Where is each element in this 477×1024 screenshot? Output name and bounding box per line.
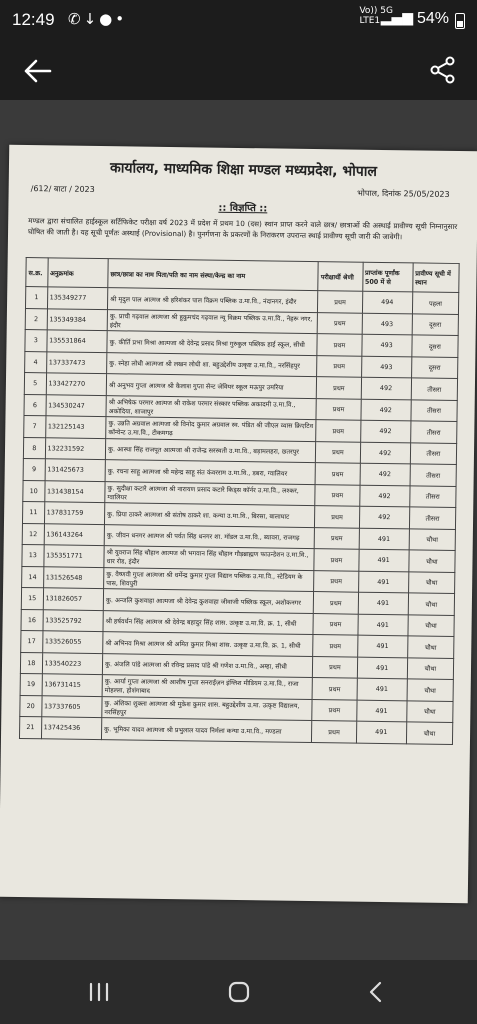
cell-marks: 492 <box>359 506 410 528</box>
cell-category: प्रथम <box>315 527 359 549</box>
cell-sn: 14 <box>22 566 44 588</box>
cell-name: कु. आर्या गुप्ता आत्मजा श्री आशीष गुप्ता सनराईज़न इंग्लिश मीडियम उ.मा.वि., राजा मोहल्ला, होशंगाबाद <box>102 675 313 699</box>
cell-position: दूसरा <box>412 335 459 357</box>
cell-sn: 17 <box>21 630 43 652</box>
back-arrow-icon[interactable] <box>22 58 52 84</box>
cell-name: श्री अभिषेक परमार आत्मज श्री राकेश परमार संस्कार पब्लिक अकादमी उ.मा.वि., अकोदिया, शाजापुर <box>106 395 317 419</box>
cell-sn: 15 <box>21 587 43 609</box>
cell-sn: 18 <box>20 652 42 674</box>
office-title: कार्यालय, माध्यमिक शिक्षा मण्डल मध्यप्रदेश, भोपाल <box>109 160 377 180</box>
cell-name: कु. आस्था सिंह राजपूत आत्मजा श्री राजेन्द्र सरस्वती उ.मा.वि., बड़ामलहरा, छतरपुर <box>105 438 316 462</box>
cell-sn: 6 <box>24 394 46 416</box>
cell-category: प्रथम <box>317 334 361 356</box>
cell-position: पहला <box>412 292 459 314</box>
cell-roll: 135531864 <box>46 330 107 352</box>
cell-category: प्रथम <box>312 678 356 700</box>
cell-marks: 492 <box>360 442 411 464</box>
nav-back-icon[interactable] <box>362 980 392 1004</box>
cell-position: चौथा <box>407 657 454 679</box>
cell-category: प्रथम <box>318 312 362 334</box>
cell-sn: 19 <box>20 673 42 695</box>
cell-category: प्रथम <box>313 635 357 657</box>
table-body <box>19 287 458 745</box>
cell-name: श्री मृदुल पाल आत्मज श्री हरिशंकर पाल विक्रम पब्लिक उ.मा.वि., नंदानगर, इंदौर <box>108 288 319 312</box>
merit-list-table <box>19 257 460 745</box>
viewer-toolbar <box>0 40 477 100</box>
cell-name: कु. वैष्णवी गुप्ता आत्मजा श्री धर्मेन्द्र कुमार गुप्ता विद्यान पब्लिक उ.मा.वि., स्टेडियम के पास, शिवपुरी <box>104 567 315 591</box>
cell-sn: 1 <box>25 287 47 309</box>
cell-marks: 491 <box>357 678 408 700</box>
cell-name: कु. प्राची गढ़वाल आत्मजा श्री हुकुमचंद गढ़वाल न्यू विक्रम पब्लिक उ.मा.वि., नेहरू नगर, इंदौर <box>107 309 318 333</box>
cell-name: कु. रचना साहू आत्मजा श्री महेन्द्र साहू संत कंवरराम उ.मा.वि., डबरा, ग्वालियर <box>105 460 316 484</box>
battery-icon <box>455 13 465 29</box>
cell-roll: 132125143 <box>45 416 106 438</box>
cell-marks: 491 <box>357 657 408 679</box>
cell-position: चौथा <box>407 636 454 658</box>
reference-number: /612/ बाटा / 2023 <box>30 184 95 194</box>
header-category: परीक्षार्थी श्रेणी <box>318 262 363 292</box>
cell-roll: 137337473 <box>46 351 107 373</box>
cell-position: चौथा <box>409 528 456 550</box>
cell-sn: 12 <box>22 523 44 545</box>
cell-sn: 21 <box>19 716 41 738</box>
cell-marks: 491 <box>358 571 409 593</box>
cell-category: प्रथम <box>318 291 362 313</box>
cell-sn: 4 <box>25 351 47 373</box>
status-bar <box>0 0 477 40</box>
cell-marks: 492 <box>360 463 411 485</box>
cell-name: कु. अन्जलि कुशवाहा आत्मजा श्री देवेन्द्र कुशवाहा जीवाजी पब्लिक स्कूल, अशोकनगर <box>103 589 314 613</box>
cell-position: तीसरा <box>411 378 458 400</box>
cell-name: कु. जीवन धनगर आत्मज श्री पर्वत सिंह धनगर शा. मॉडल उ.मा.वि., ब्यावरा, राजगढ़ <box>104 524 315 548</box>
cell-sn: 13 <box>22 544 44 566</box>
document-date: भोपाल, दिनांक 25/05/2023 <box>357 188 450 199</box>
cell-sn: 7 <box>24 415 46 437</box>
notice-title: :: विज्ञप्ति :: <box>218 202 268 215</box>
cell-roll: 135351771 <box>43 545 104 567</box>
cell-marks: 491 <box>356 700 407 722</box>
cell-name: कु. भूमिका यादव आत्मजा श्री प्रभुलाल यादव निर्मला कन्या उ.मा.वि., मण्डला <box>102 718 313 742</box>
cell-category: प्रथम <box>314 592 358 614</box>
cell-marks: 493 <box>361 334 412 356</box>
cell-category: प्रथम <box>314 570 358 592</box>
cell-sn: 20 <box>20 695 42 717</box>
image-viewer[interactable] <box>0 100 477 960</box>
cell-position: तीसरा <box>409 507 456 529</box>
cell-category: प्रथम <box>315 463 359 485</box>
cell-roll: 133427270 <box>46 373 107 395</box>
cell-marks: 492 <box>360 399 411 421</box>
cell-position: चौथा <box>408 593 455 615</box>
cell-name: कु. अंजलि पांडे आत्मजा श्री रविन्द्र प्रसाद पांडे श्री गणेश उ.मा.वि., अम्हा, सीधी <box>102 653 313 677</box>
cell-roll: 131425673 <box>45 459 106 481</box>
header-name: छात्र/छात्रा का नाम पिता/पति का नाम संस्था/केन्द्र का नाम <box>108 259 319 291</box>
cell-position: तीसरा <box>410 464 457 486</box>
cell-category: प्रथम <box>314 549 358 571</box>
home-icon[interactable] <box>224 980 254 1004</box>
cell-sn: 10 <box>23 480 45 502</box>
cell-roll: 136143264 <box>44 523 105 545</box>
cell-marks: 491 <box>356 721 407 743</box>
cell-marks: 491 <box>358 592 409 614</box>
cell-sn: 11 <box>22 501 44 523</box>
cell-name: कु. अंशिका शुक्ला आत्मजा श्री मुकेश कुमार शास. बहुउद्देशीय उ.मा. उत्कृष्ट विद्यालय, नरसिंहपुर <box>102 696 313 720</box>
cell-name: श्री युवराज सिंह चौहान आत्मज श्री भगवान सिंह चौहान गौड़ब्राह्मण फाउन्डेशन उ.मा.वि., धार रोड, इंदौर <box>104 546 315 570</box>
cell-marks: 492 <box>359 485 410 507</box>
status-time: 12:49 <box>12 10 55 29</box>
cell-roll: 132231592 <box>45 437 106 459</box>
cell-position: चौथा <box>408 571 455 593</box>
cell-category: प्रथम <box>313 656 357 678</box>
cell-name: कु. सुदीक्षा कटारे आत्मजा श्री नारायण प्रसाद कटारे किड्स कॉर्नर उ.मा.वि., लश्कर, ग्वालियर <box>105 481 316 505</box>
notice-intro: मण्डल द्वारा संचालित हाईस्कूल सर्टिफिकेट परीक्षा वर्ष 2023 में प्रदेश में प्रथम 10 (दस) स्थान प्राप्त करने वाले छात्र/ छात्राओं की अस्थाई प्रावीण्य सूची निम्नानुसार घोषित की जाती है। यह सूची पूर्णतः अस्थाई (Provisional) है। पुनर्गणना के प्रकरणों के निराकरण उपरान्त स्थाई प्रावीण्य सूची जारी की जावेगी। <box>28 216 458 242</box>
cell-category: प्रथम <box>317 355 361 377</box>
cell-marks: 492 <box>360 420 411 442</box>
cell-roll: 131826057 <box>43 588 104 610</box>
document-photo <box>0 145 477 903</box>
header-position: प्रावीण्य सूची में स्थान <box>413 263 460 293</box>
cell-position: तीसरा <box>410 421 457 443</box>
cell-position: दूसरा <box>412 313 459 335</box>
cell-category: प्रथम <box>315 484 359 506</box>
battery-percent: 54% <box>416 10 449 27</box>
cell-roll: 133526055 <box>42 631 103 653</box>
header-sn: स.क्र. <box>26 258 48 287</box>
cell-marks: 493 <box>361 356 412 378</box>
cell-roll: 135349277 <box>47 287 108 309</box>
cell-roll: 133525792 <box>43 609 104 631</box>
cell-name: कु. कीर्ति प्रभा मिश्रा आत्मजा श्री देवेन्द्र प्रसाद मिश्रा गुरुकुल पब्लिक हाई स्कूल, सीधी <box>107 331 318 355</box>
cell-category: प्रथम <box>316 441 360 463</box>
cell-roll: 136731415 <box>42 674 103 696</box>
cell-sn: 8 <box>23 437 45 459</box>
header-roll: अनुक्रमांक <box>47 258 108 288</box>
cell-roll: 131438154 <box>44 480 105 502</box>
cell-category: प्रथम <box>313 613 357 635</box>
cell-position: चौथा <box>407 700 454 722</box>
cell-roll: 137337605 <box>41 695 102 717</box>
network-bottom: LTE1 <box>359 16 381 26</box>
cell-roll: 134530247 <box>46 394 107 416</box>
signal-icon: ▂▄▆ <box>380 10 413 26</box>
notification-icons: ✆↓●• <box>68 10 128 28</box>
cell-sn: 2 <box>25 308 47 330</box>
cell-sn: 3 <box>25 330 47 352</box>
cell-position: चौथा <box>408 614 455 636</box>
cell-name: श्री हर्षवर्धन सिंह आत्मज श्री देवेन्द्र बहादुर सिंह शास. उत्कृष्ट उ.मा.वि. क्र. 1, सीधी <box>103 610 314 634</box>
cell-marks: 491 <box>359 528 410 550</box>
cell-marks: 492 <box>361 377 412 399</box>
cell-roll: 131526548 <box>43 566 104 588</box>
cell-category: प्रथम <box>315 506 359 528</box>
cell-position: चौथा <box>406 722 453 744</box>
cell-marks: 491 <box>357 614 408 636</box>
cell-position: दूसरा <box>411 356 458 378</box>
cell-sn: 5 <box>24 372 46 394</box>
network-top: Vo)) 5G <box>359 6 393 16</box>
cell-roll: 135349384 <box>47 308 108 330</box>
cell-roll: 133540223 <box>42 652 103 674</box>
cell-category: प्रथम <box>316 420 360 442</box>
cell-name: श्री अभिनव मिश्रा आत्मज श्री अमित कुमार मिश्रा शास. उत्कृष्ट उ.मा.वि. क्र. 1, सीधी <box>103 632 314 656</box>
cell-position: चौथा <box>409 550 456 572</box>
cell-sn: 9 <box>23 458 45 480</box>
system-nav-bar <box>0 960 477 1024</box>
cell-marks: 491 <box>358 549 409 571</box>
cell-marks: 494 <box>362 291 413 313</box>
recents-icon[interactable] <box>84 980 114 1004</box>
cell-position: चौथा <box>407 679 454 701</box>
cell-category: प्रथम <box>312 699 356 721</box>
cell-position: तीसरा <box>411 399 458 421</box>
cell-name: श्री अनुभव गुप्ता आत्मज श्री कैलाश गुप्ता सेन्ट जेवियर स्कूल मऊपुर उमरिया <box>106 374 317 398</box>
cell-position: तीसरा <box>410 485 457 507</box>
cell-name: कु. उन्नति अग्रवाल आत्मजा श्री विनोद कुमार अग्रवाल स्व. पंडित श्री जीएल व्यास क्रिएटिव कॉन्वेन्ट उ.मा.वि., टीकमगढ़ <box>106 417 317 441</box>
header-marks: प्राप्तांक पूर्णांक 500 में से <box>362 262 413 292</box>
cell-category: प्रथम <box>312 721 356 743</box>
cell-marks: 491 <box>357 635 408 657</box>
cell-position: तीसरा <box>410 442 457 464</box>
share-icon[interactable] <box>429 56 457 84</box>
cell-roll: 137831759 <box>44 502 105 524</box>
cell-roll: 137425436 <box>41 717 102 739</box>
cell-category: प्रथम <box>316 398 360 420</box>
cell-marks: 493 <box>362 313 413 335</box>
cell-sn: 16 <box>21 609 43 631</box>
cell-name: कु. प्रिया ठाकरे आत्मजा श्री संतोष ठाकरे शा. कन्या उ.मा.वि., बिरसा, बालाघाट <box>105 503 316 527</box>
cell-name: कु. स्नेहा लोधी आत्मजा श्री लखन लोधी शा. बहुउद्देशीय उत्कृष्ट उ.मा.वि., नरसिंहपुर <box>107 352 318 376</box>
cell-category: प्रथम <box>317 377 361 399</box>
